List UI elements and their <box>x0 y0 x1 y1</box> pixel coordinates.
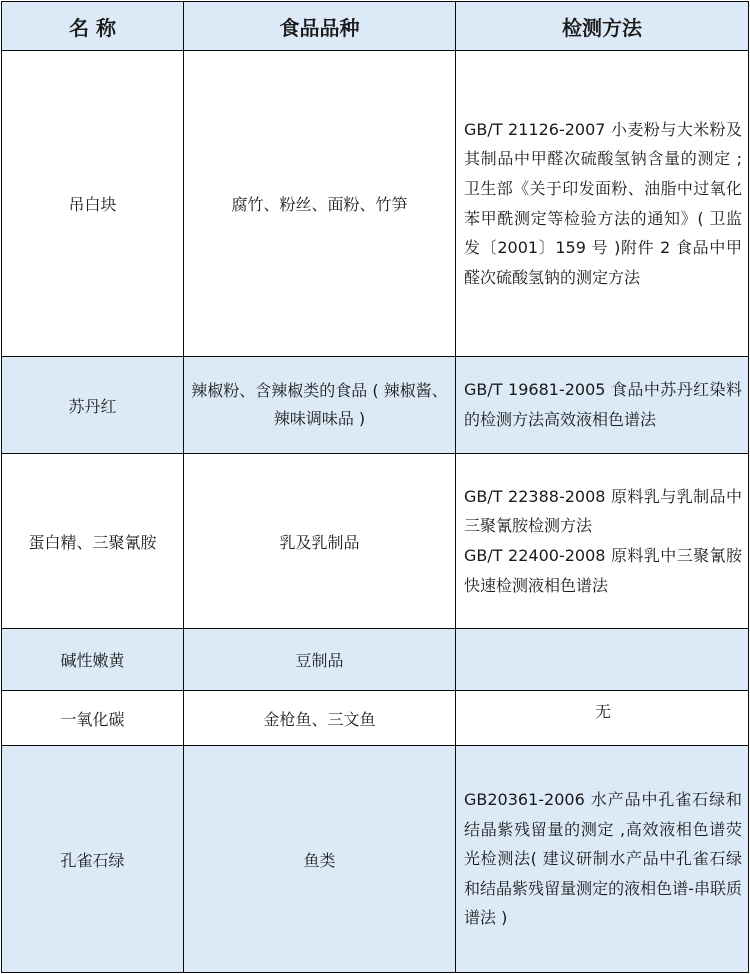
row-food: 鱼类 <box>184 746 456 973</box>
method-text: GB/T 22400-2008 原料乳中三聚氰胺快速检测液相色谱法 <box>464 546 742 595</box>
row-method <box>456 454 749 629</box>
method-text: 无 <box>594 702 611 721</box>
row-food: 金枪鱼、三文鱼 <box>184 691 456 746</box>
table-row <box>2 357 749 454</box>
method-text: GB/T 19681-2005 食品中苏丹红染料的检测方法高效液相色谱法 <box>464 380 742 429</box>
table-row <box>2 454 749 629</box>
row-method <box>456 746 749 973</box>
row-method <box>456 357 749 454</box>
header-name: 名 称 <box>2 2 184 51</box>
row-method <box>456 51 749 357</box>
detection-methods-table <box>1 1 749 973</box>
table-row <box>2 629 749 691</box>
method-text: GB/T 22388-2008 原料乳与乳制品中三聚氰胺检测方法 <box>464 486 742 536</box>
row-food: 辣椒粉、含辣椒类的食品 ( 辣椒酱、辣味调味品 ) <box>184 357 456 454</box>
method-text: GB20361-2006 水产品中孔雀石绿和结晶紫残留量的测定 ,高效液相色谱荧光检测法( 建议研制水产品中孔雀石绿和结晶紫残留量测定的液相色谱-串联质谱法 ) <box>464 790 742 928</box>
row-method <box>456 629 749 691</box>
row-food: 乳及乳制品 <box>184 454 456 629</box>
row-name: 苏丹红 <box>2 357 184 454</box>
row-food: 腐竹、粉丝、面粉、竹笋 <box>184 51 456 357</box>
row-name: 一氧化碳 <box>2 691 184 746</box>
header-method: 检测方法 <box>456 2 749 51</box>
table-header-row <box>2 2 749 51</box>
row-food: 豆制品 <box>184 629 456 691</box>
method-text: GB/T 21126-2007 小麦粉与大米粉及其制品中甲醛次硫酸氢钠含量的测定 ;卫生部《关于印发面粉、油脂中过氧化苯甲酰测定等检验方法的通知》( 卫监发〔2001〕159 号 )附件 2 食品中甲醛次硫酸氢钠的测定方法 <box>464 119 742 287</box>
row-method <box>456 691 749 746</box>
header-food: 食品品种 <box>184 2 456 51</box>
table-row <box>2 691 749 746</box>
table-row <box>2 51 749 357</box>
row-name: 吊白块 <box>2 51 184 357</box>
table-row <box>2 746 749 973</box>
row-name: 蛋白精、三聚氰胺 <box>2 454 184 629</box>
row-name: 孔雀石绿 <box>2 746 184 973</box>
row-name: 碱性嫩黄 <box>2 629 184 691</box>
